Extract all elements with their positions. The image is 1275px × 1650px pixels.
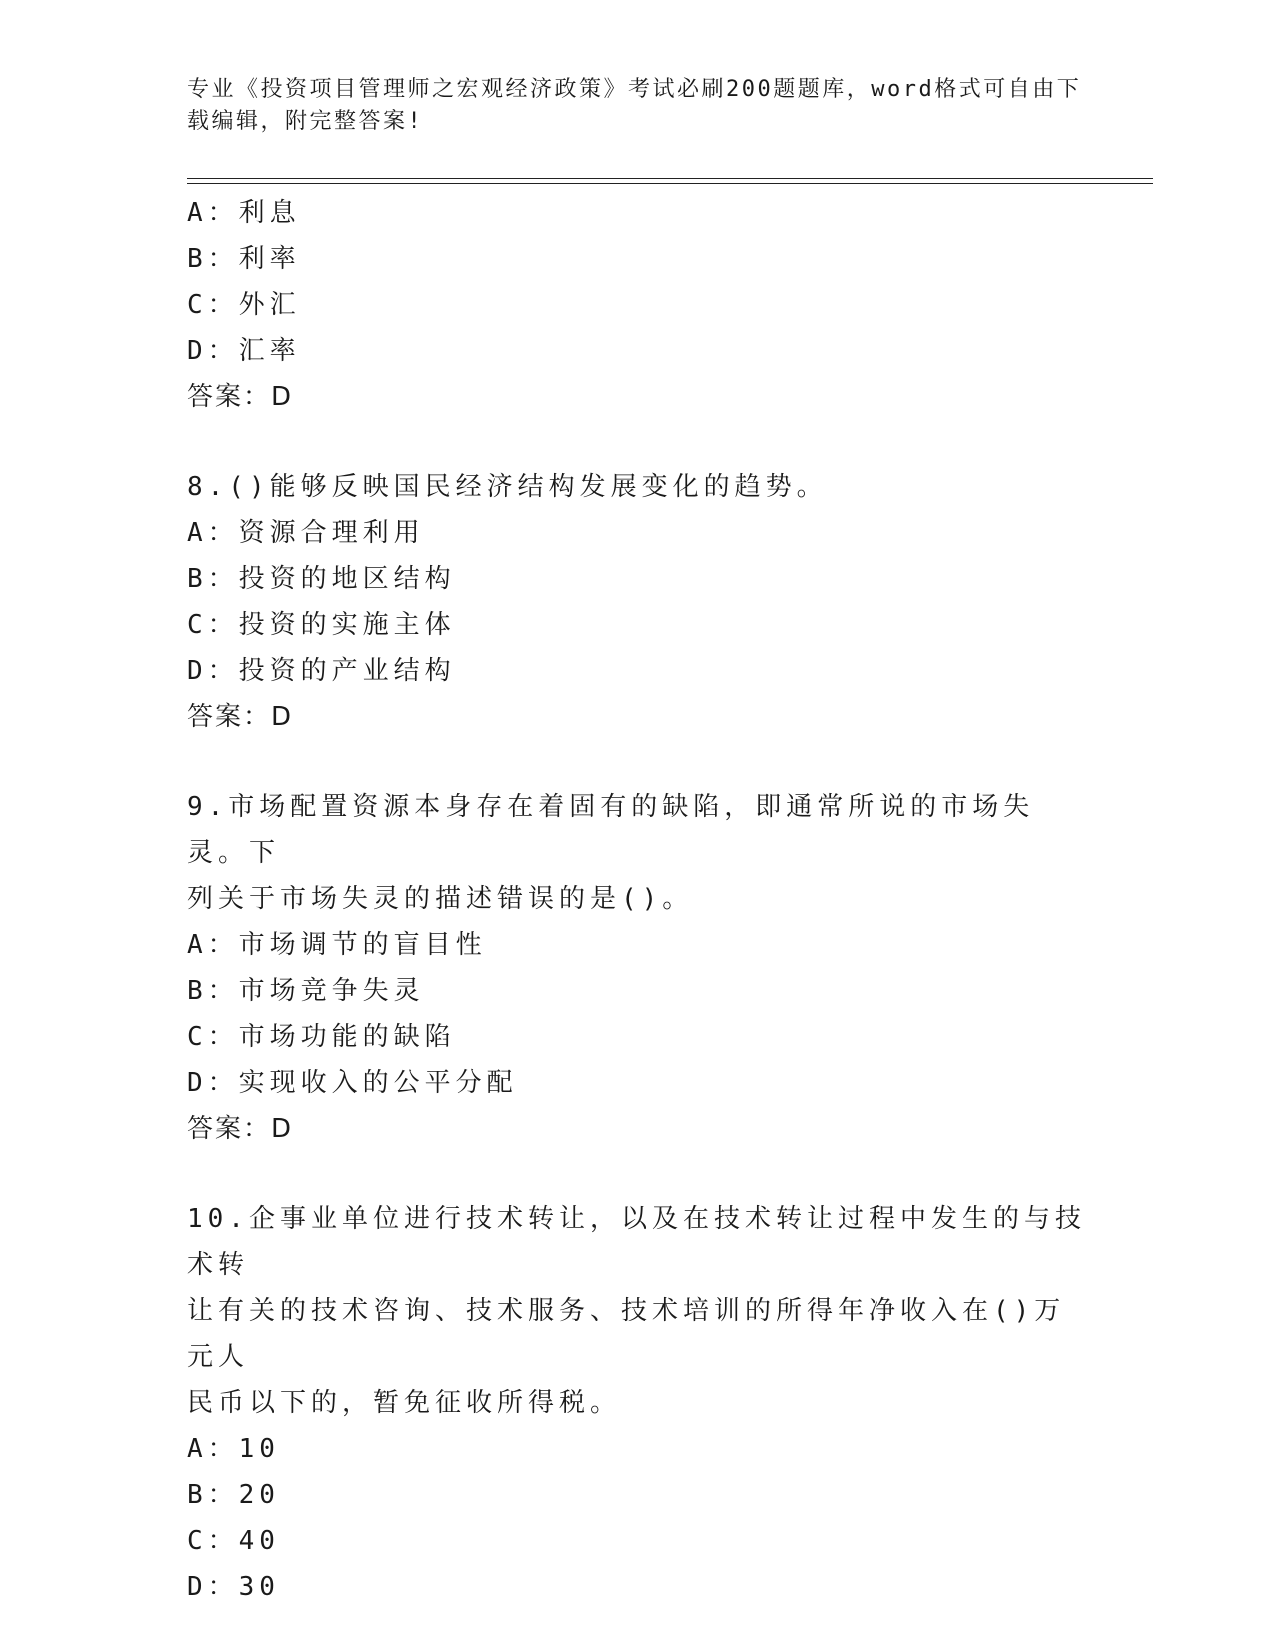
question-7 [187,190,1087,420]
question-9 [187,784,1087,1152]
spacer [187,1152,1087,1196]
question-stem-line-2: 列关于市场失灵的描述错误的是()。 [187,884,694,914]
option-d: D：汇率 [187,336,301,366]
header-divider-bottom [187,183,1153,184]
option-c: C：40 [187,1526,280,1556]
option-a: A：市场调节的盲目性 [187,930,487,960]
option-d: D：实现收入的公平分配 [187,1068,518,1098]
question-list [187,190,1087,1610]
option-a: A：利息 [187,198,301,228]
option-a: A：资源合理利用 [187,518,425,548]
option-c: C：市场功能的缺陷 [187,1022,456,1052]
answer-line: 答案：D [187,702,294,732]
question-stem: 8.()能够反映国民经济结构发展变化的趋势。 [187,472,828,502]
option-b: B：市场竞争失灵 [187,976,425,1006]
answer-line: 答案：D [187,1114,294,1144]
spacer [187,420,1087,464]
option-b: B：投资的地区结构 [187,564,456,594]
option-c: C：外汇 [187,290,301,320]
question-8 [187,464,1087,740]
header-divider-top [187,178,1153,179]
document-header: 专业《投资项目管理师之宏观经济政策》考试必刷200题题库，word格式可自由下载编辑，附完整答案! [187,77,1082,134]
option-c: C：投资的实施主体 [187,610,456,640]
question-stem-line-2: 让有关的技术咨询、技术服务、技术培训的所得年净收入在()万元人 [187,1296,1066,1372]
option-b: B：20 [187,1480,280,1510]
option-d: D：投资的产业结构 [187,656,456,686]
option-b: B：利率 [187,244,301,274]
answer-line: 答案：D [187,382,294,412]
question-stem-line-3: 民币以下的，暂免征收所得税。 [187,1388,622,1418]
question-stem-line-1: 9.市场配置资源本身存在着固有的缺陷，即通常所说的市场失灵。下 [187,792,1035,868]
option-a: A：10 [187,1434,280,1464]
option-d: D：30 [187,1572,280,1602]
spacer [187,740,1087,784]
question-10 [187,1196,1087,1610]
question-stem-line-1: 10.企事业单位进行技术转让，以及在技术转让过程中发生的与技术转 [187,1204,1086,1280]
